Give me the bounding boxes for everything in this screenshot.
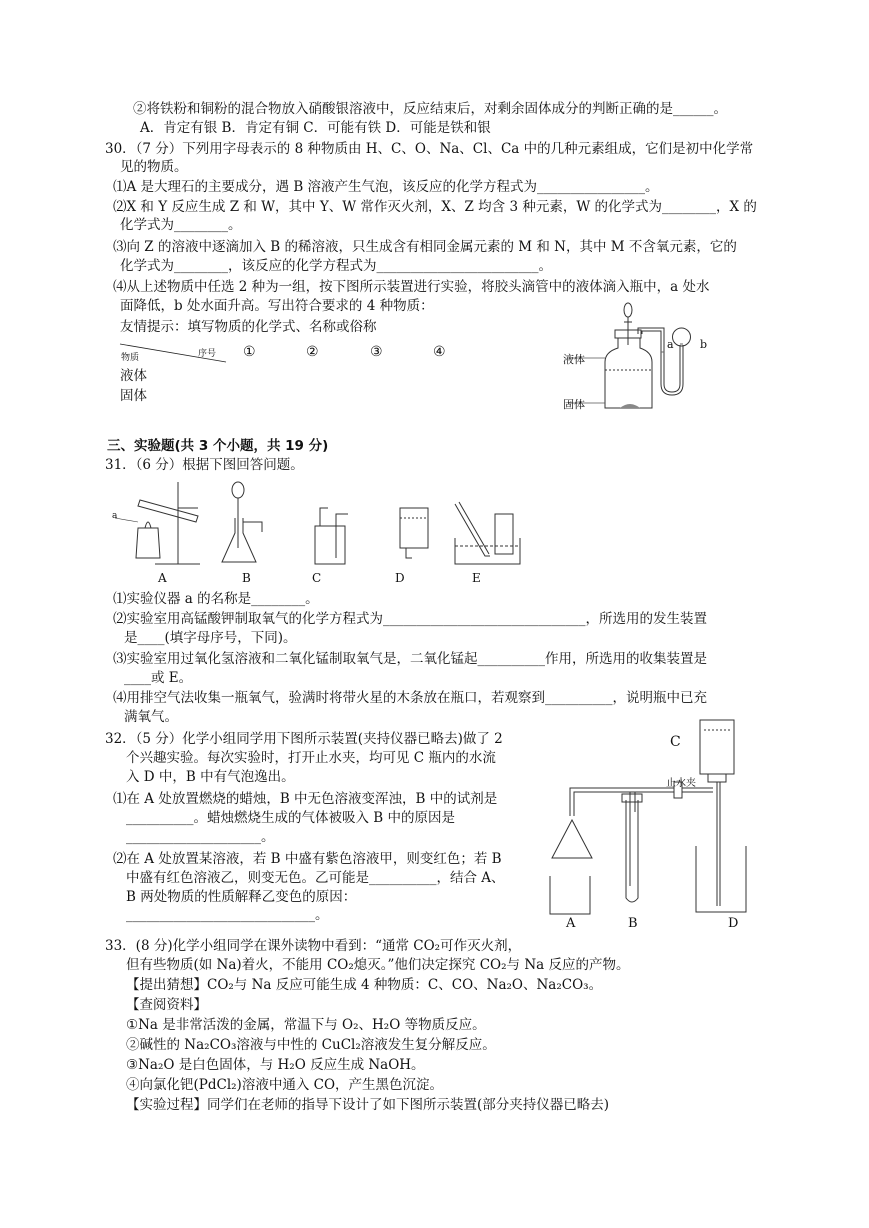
q32-part2a: ⑵在 A 处放置某溶液，若 B 中盛有紫色溶液甲，则变红色；若 B — [113, 851, 502, 867]
table-corner-top: 序号 — [198, 349, 217, 359]
q30-apparatus-figure — [560, 300, 730, 418]
q31-part3a: ⑶实验室用过氧化氢溶液和二氧化锰制取氧气是，二氧化锰起__________作用，所选用的收集装置是 — [113, 651, 707, 667]
q32-fig-label-D: D — [728, 916, 739, 931]
q30-part4a: ⑷从上述物质中任选 2 种为一组，按下图所示装置进行实验，将胶头滴管中的液体滴入瓶中，a 处水 — [113, 279, 710, 295]
q31-fig-label-A: A — [158, 571, 167, 585]
q30-part2a: ⑵X 和 Y 反应生成 Z 和 W，其中 Y、W 常作灭火剂，X、Z 均含 3 种元素，W 的化学式为________，X 的 — [113, 199, 757, 215]
q33-stem-2: 但有些物质(如 Na)着火，不能用 CO₂熄灭。”他们决定探究 CO₂与 Na 反应的产物。 — [126, 957, 630, 973]
q32-fig-label-B: B — [628, 916, 638, 931]
q33-references-heading: 【查阅资料】 — [126, 997, 207, 1013]
q33-procedure: 【实验过程】同学们在老师的指导下设计了如下图所示装置(部分夹持仪器已略去) — [126, 1097, 610, 1113]
q31-fig-label-E: E — [472, 571, 481, 585]
q31-part1: ⑴实验仪器 a 的名称是________。 — [113, 591, 319, 607]
q31-part3b: ____或 E。 — [124, 670, 193, 686]
section-3-heading: 三、实验题(共 3 个小题，共 19 分) — [107, 438, 329, 454]
q30-answer-table — [118, 342, 478, 402]
q32-stem-1: 32．（5 分）化学小组同学用下图所示装置(夹持仪器已略去)做了 2 — [105, 731, 503, 747]
q29-part2: ②将铁粉和铜粉的混合物放入硝酸银溶液中，反应结束后，对剩余固体成分的判断正确的是______。 — [133, 101, 727, 117]
table-corner-bottom: 物质 — [121, 353, 140, 363]
q30-tip: 友情提示：填写物质的化学式、名称或俗称 — [120, 319, 377, 335]
q30-fig-solid-label: 固体 — [563, 398, 585, 411]
q31-stem: 31．（6 分）根据下图回答问题。 — [105, 457, 304, 473]
q31-fig-instrument-a: a — [112, 511, 118, 521]
q30-stem-2: 见的物质。 — [120, 159, 188, 175]
q30-part3a: ⑶向 Z 的溶液中逐滴加入 B 的稀溶液，只生成含有相同金属元素的 M 和 N，其中 M 不含氧元素，它的 — [113, 239, 737, 255]
q32-part1a: ⑴在 A 处放置燃烧的蜡烛，B 中无色溶液变浑浊，B 中的试剂是 — [113, 791, 498, 807]
q32-part1b: __________。蜡烛燃烧生成的气体被吸入 B 中的原因是 — [126, 810, 456, 826]
q32-apparatus-figure — [548, 716, 780, 934]
table-col-1: ① — [243, 344, 256, 360]
q30-fig-b-label: b — [700, 338, 708, 351]
q33-hypothesis: 【提出猜想】CO₂与 Na 反应可能生成 4 种物质：C、CO、Na₂O、Na₂CO₃。 — [126, 977, 603, 993]
q31-part4a: ⑷用排空气法收集一瓶氧气，验满时将带火星的木条放在瓶口，若观察到__________，说明瓶中已充 — [113, 690, 707, 706]
table-col-4: ④ — [433, 344, 446, 360]
q32-part2d: ____________________________。 — [126, 907, 329, 923]
q31-part2a: ⑵实验室用高锰酸钾制取氧气的化学方程式为______________________________，所选用的发生装置 — [113, 611, 707, 627]
q32-part2c: B 两处物质的性质解释乙变色的原因： — [126, 889, 357, 905]
q30-stem-1: 30．（7 分）下列用字母表示的 8 种物质由 H、C、O、Na、Cl、Ca 中的几种元素组成，它们是初中化学常 — [105, 141, 754, 157]
q33-ref-1: ①Na 是非常活泼的金属，常温下与 O₂、H₂O 等物质反应。 — [126, 1017, 486, 1033]
q32-part2b: 中盛有红色溶液乙，则变无色。乙可能是__________，结合 A、 — [126, 870, 505, 886]
q32-fig-label-A: A — [566, 916, 576, 931]
q31-fig-label-D: D — [395, 571, 405, 585]
q31-fig-label-B: B — [242, 571, 251, 585]
q29-options: A．肯定有银 B．肯定有铜 C．可能有铁 D．可能是铁和银 — [140, 120, 491, 136]
q30-part4b: 面降低，b 处水面升高。写出符合要求的 4 种物质： — [120, 298, 434, 314]
q30-part1: ⑴A 是大理石的主要成分，遇 B 溶液产生气泡，该反应的化学方程式为________________。 — [113, 179, 659, 195]
q32-fig-label-C: C — [670, 734, 681, 750]
q31-apparatus-figure — [110, 478, 530, 588]
q30-fig-liquid-label: 液体 — [563, 353, 585, 366]
table-row-liquid: 液体 — [120, 368, 147, 384]
q30-part2b: 化学式为________。 — [120, 217, 242, 233]
table-col-2: ② — [306, 344, 319, 360]
table-col-3: ③ — [370, 344, 383, 360]
q31-part2b: 是____(填字母序号，下同)。 — [124, 630, 297, 646]
q32-fig-label-clamp: 止水夹 — [666, 778, 696, 789]
q30-part3b: 化学式为________，该反应的化学方程式为________________________。 — [120, 258, 552, 274]
q33-stem-1: 33．(8 分)化学小组同学在课外读物中看到：“通常 CO₂可作灭火剂， — [105, 938, 522, 954]
q33-ref-4: ④向氯化钯(PdCl₂)溶液中通入 CO，产生黑色沉淀。 — [126, 1077, 444, 1093]
q32-stem-3: 入 D 中，B 中有气泡逸出。 — [126, 769, 295, 785]
q31-part4b: 满氧气。 — [124, 709, 178, 725]
q33-ref-2: ②碱性的 Na₂CO₃溶液与中性的 CuCl₂溶液发生复分解反应。 — [126, 1037, 496, 1053]
q30-fig-a-label: a — [667, 338, 674, 351]
q32-part1c: ____________________。 — [126, 829, 275, 845]
q33-ref-3: ③Na₂O 是白色固体，与 H₂O 反应生成 NaOH。 — [126, 1057, 425, 1073]
table-row-solid: 固体 — [120, 388, 147, 404]
q31-fig-label-C: C — [312, 571, 322, 585]
q32-stem-2: 个兴趣实验。每次实验时，打开止水夹，均可见 C 瓶内的水流 — [126, 750, 496, 766]
